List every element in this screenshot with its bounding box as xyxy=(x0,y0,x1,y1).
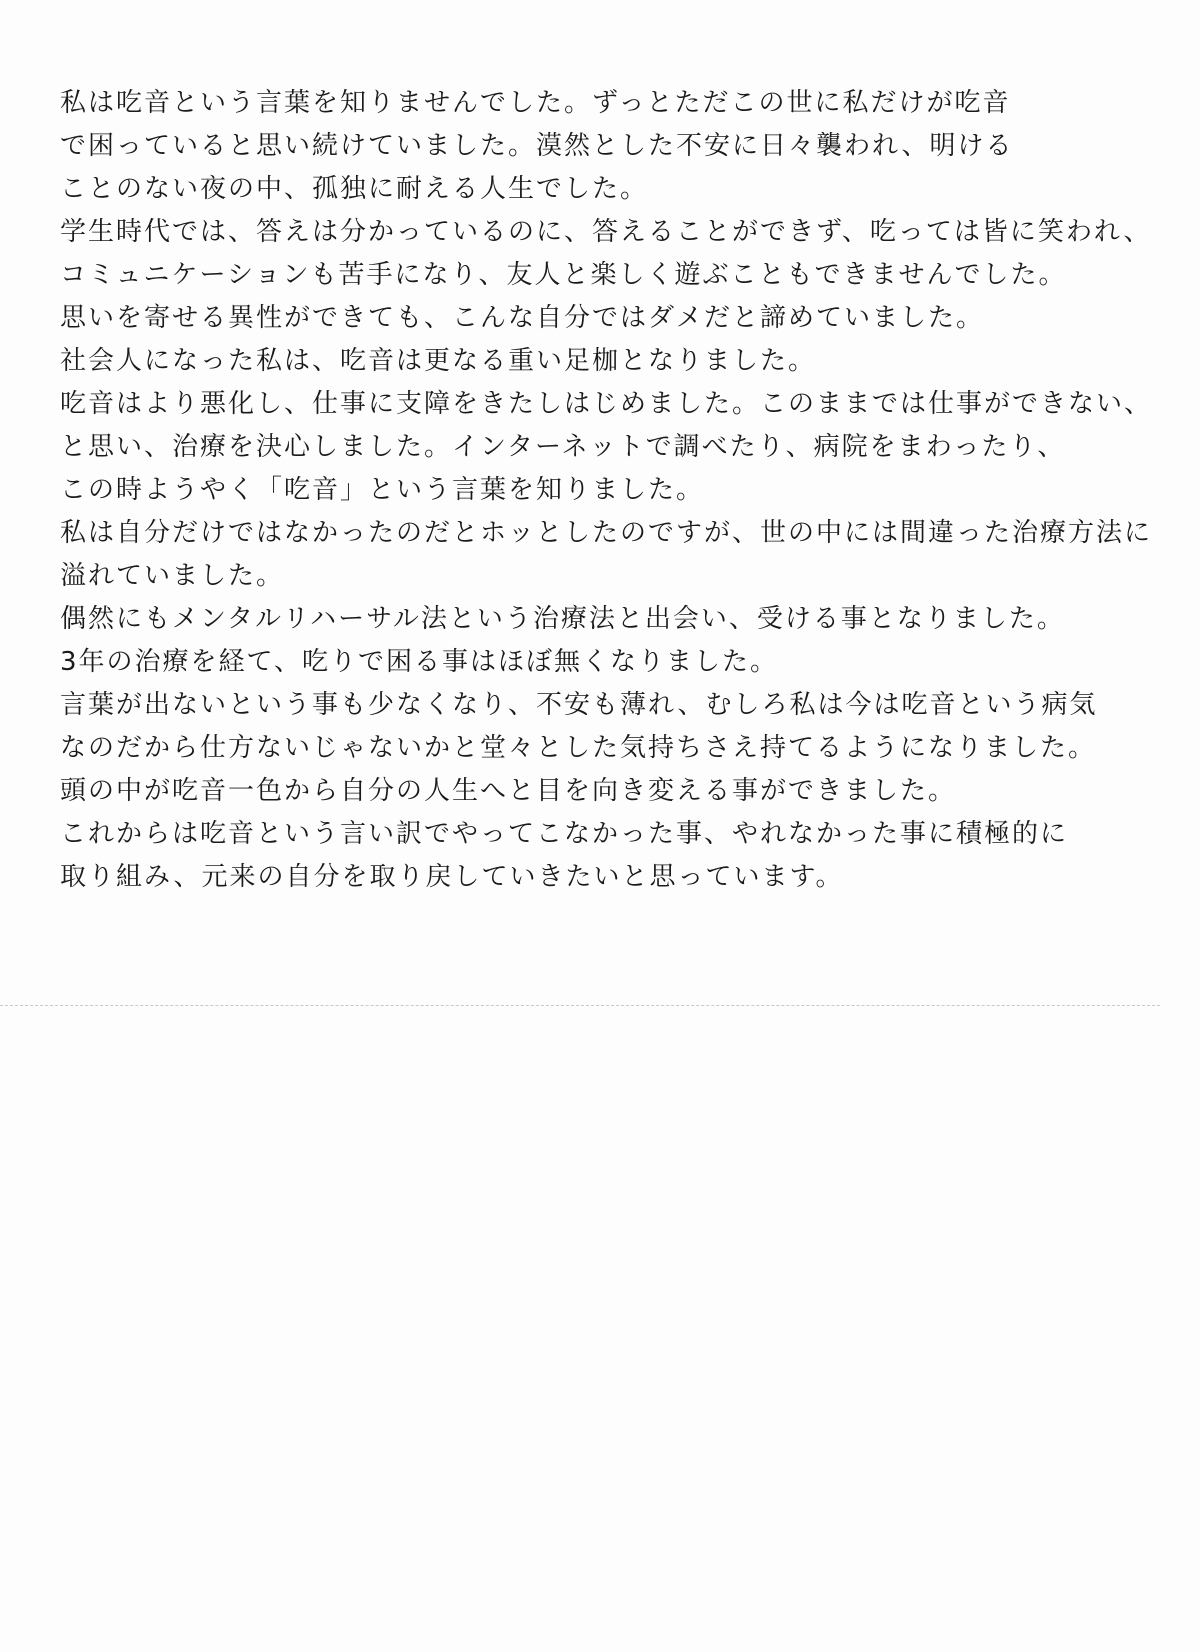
letter-line: コミュニケーションも苦手になり、友人と楽しく遊ぶこともできませんでした。 xyxy=(60,260,1067,290)
letter-line: 思いを寄せる異性ができても、こんな自分ではダメだと諦めていました。 xyxy=(60,303,985,333)
letter-line: ことのない夜の中、孤独に耐える人生でした。 xyxy=(60,174,649,204)
letter-line: この時ようやく「吃音」という言葉を知りました。 xyxy=(60,475,705,505)
letter-line: 言葉が出ないという事も少なくなり、不安も薄れ、むしろ私は今は吃音という病気 xyxy=(60,690,1098,720)
letter-line: 吃音はより悪化し、仕事に支障をきたしはじめました。このままでは仕事ができない、 xyxy=(60,389,1153,419)
letter-line: 学生時代では、答えは分かっているのに、答えることができず、吃っては皆に笑われ、 xyxy=(60,217,1152,247)
handwritten-letter xyxy=(60,82,1153,899)
letter-line: これからは吃音という言い訳でやってこなかった事、やれなかった事に積極的に xyxy=(60,819,1069,849)
letter-line: 取り組み、元来の自分を取り戻していきたいと思っています。 xyxy=(60,862,844,892)
letter-line: 溢れていました。 xyxy=(60,561,285,591)
letter-line: 私は吃音という言葉を知りませんでした。ずっとただこの世に私だけが吃音 xyxy=(60,88,1011,118)
letter-line: で困っていると思い続けていました。漠然とした不安に日々襲われ、明ける xyxy=(60,131,1014,161)
letter-line: 社会人になった私は、吃音は更なる重い足枷となりました。 xyxy=(60,346,817,376)
letter-line: と思い、治療を決心しました。インターネットで調べたり、病院をまわったり、 xyxy=(60,432,1066,462)
letter-line: 頭の中が吃音一色から自分の人生へと目を向き変える事ができました。 xyxy=(60,776,957,806)
letter-line: 偶然にもメンタルリハーサル法という治療法と出会い、受ける事となりました。 xyxy=(60,604,1065,634)
letter-line: 私は自分だけではなかったのだとホッとしたのですが、世の中には間違った治療方法に xyxy=(60,518,1153,548)
letter-line: 3年の治療を経て、吃りで困る事はほぼ無くなりました。 xyxy=(60,647,779,677)
letter-line: なのだから仕方ないじゃないかと堂々とした気持ちさえ持てるようになりました。 xyxy=(60,733,1097,763)
page-fold-line xyxy=(0,1005,1160,1006)
